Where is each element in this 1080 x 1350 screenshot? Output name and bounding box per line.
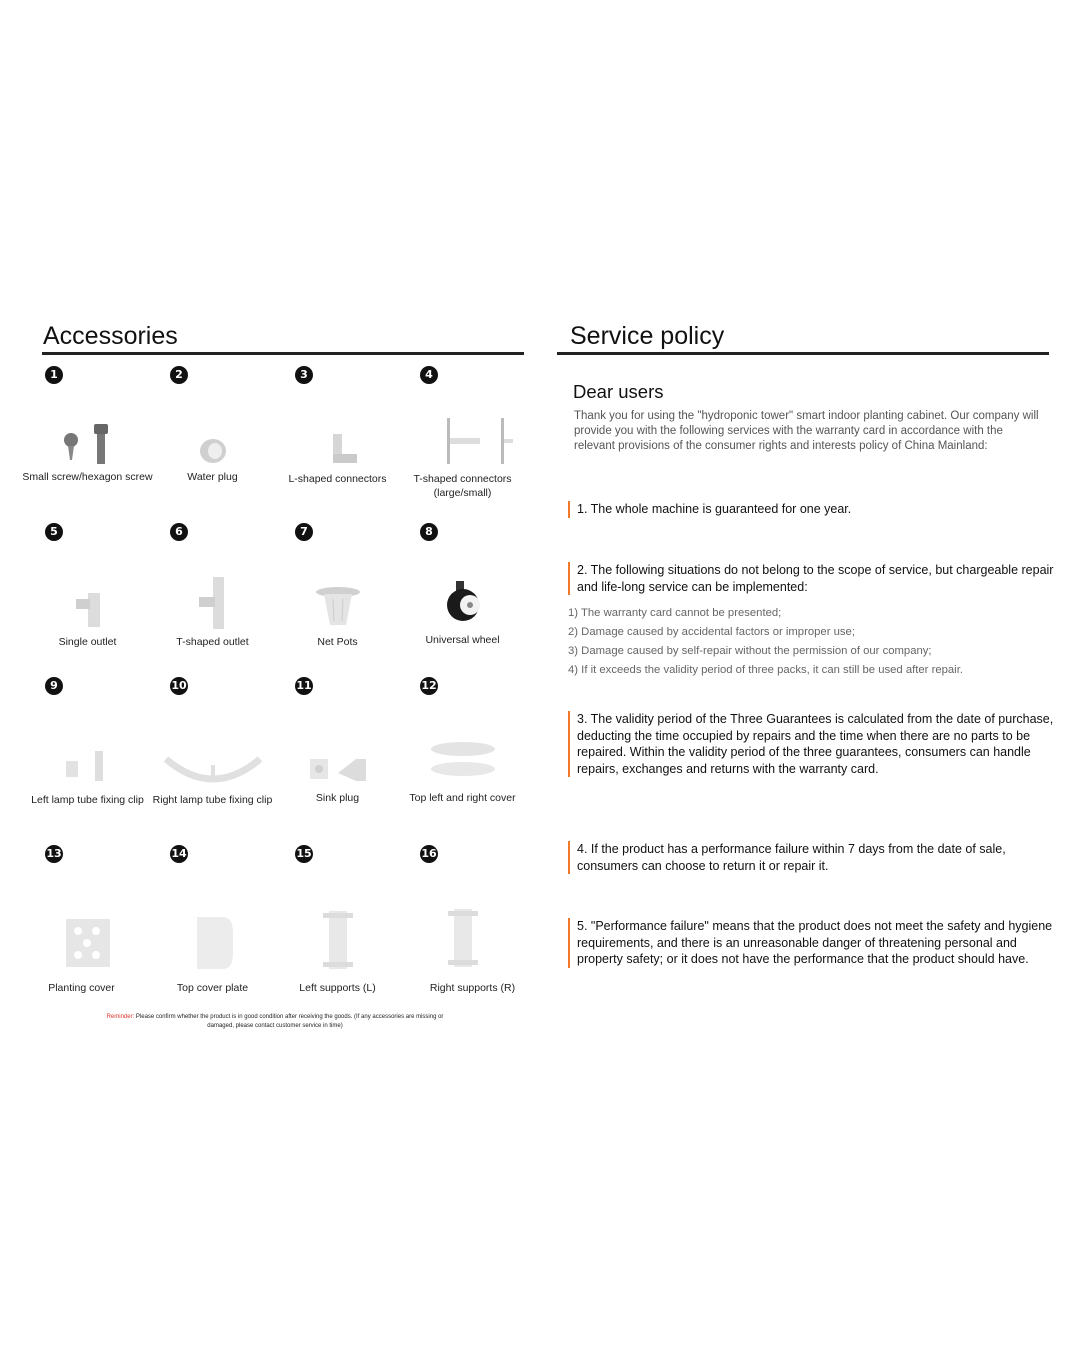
reminder-text: Please confirm whether the product is in good condition after receiving the goods. (If any accessories are missing or damaged, please contact customer service in time)	[135, 1014, 444, 1029]
reminder-key: Reminder:	[106, 1014, 135, 1020]
accessory-label: Water plug	[187, 471, 238, 483]
accessory-item	[400, 519, 525, 679]
accessory-item	[275, 673, 400, 833]
policy-item-5: 5. "Performance failure" means that the product does not meet the safety and hygiene requirements, and there is an unreasonable danger of threatening personal and property safety; or it does not have the performance that the product should have.	[568, 918, 1055, 968]
accessories-rule	[42, 352, 524, 355]
accessory-item	[150, 841, 275, 1001]
item-number: 5	[45, 523, 63, 541]
policy-item-2: 2. The following situations do not belong to the scope of service, but chargeable repair and life-long service can be implemented:	[568, 562, 1055, 595]
accessories-title: Accessories	[43, 322, 178, 350]
accessory-item	[25, 673, 150, 833]
item-number: 8	[420, 523, 438, 541]
accessory-label: T-shaped outlet	[176, 636, 249, 648]
accessory-item	[400, 673, 525, 833]
accessory-label: Left lamp tube fixing clip	[31, 794, 144, 806]
accessory-label: Universal wheel	[425, 634, 500, 646]
accessory-item	[400, 362, 525, 522]
item-number: 16	[420, 845, 438, 863]
accessory-item	[400, 841, 525, 1001]
right-support-icon	[400, 905, 525, 975]
sink-plug-icon	[275, 753, 400, 823]
accessory-item	[150, 673, 275, 833]
service-rule	[557, 352, 1049, 355]
accessory-label: Net Pots	[317, 636, 358, 648]
item-number: 12	[420, 677, 438, 695]
greeting: Dear users	[573, 381, 664, 402]
accessory-label: Single outlet	[58, 636, 117, 648]
accessory-label: Right lamp tube fixing clip	[152, 794, 273, 806]
item-number: 14	[170, 845, 188, 863]
item-number: 4	[420, 366, 438, 384]
accessory-item	[25, 841, 150, 1001]
item-number: 6	[170, 523, 188, 541]
list-item: 4) If it exceeds the validity period of three packs, it can still be used after repair.	[568, 664, 963, 676]
list-item: 1) The warranty card cannot be presented;	[568, 607, 782, 619]
accessory-item	[22, 362, 153, 522]
item-number: 9	[45, 677, 63, 695]
accessory-label: Left supports (L)	[299, 982, 376, 994]
item-number: 2	[170, 366, 188, 384]
accessory-item	[150, 519, 275, 679]
accessory-label: Right supports (R)	[429, 982, 516, 994]
planting-cover-icon	[25, 913, 150, 983]
accessory-item	[275, 519, 400, 679]
policy-item-2-list	[568, 604, 1048, 680]
accessory-item	[150, 362, 275, 522]
accessory-label: T-shaped connectors (large/small)	[413, 473, 512, 499]
accessory-item	[275, 841, 400, 1001]
reminder-note	[95, 1013, 455, 1031]
accessory-item	[25, 519, 150, 679]
policy-item-3: 3. The validity period of the Three Guarantees is calculated from the date of purchase, deducting the time occupied by repairs and the time when there are no parts to be repaired. Within the validity period of the three guarantees, consumers can handle repairs, exchanges and returns with the warranty card.	[568, 711, 1055, 777]
accessory-label: Sink plug	[315, 792, 360, 804]
policy-item-4: 4. If the product has a performance failure within 7 days from the date of sale, consumers can choose to return it or repair it.	[568, 841, 1055, 874]
intro-paragraph: Thank you for using the "hydroponic tower" smart indoor planting cabinet. Our company will provide you with the following services with the warranty card in accordance with the relevant provisions of the consumer rights and interests policy of China Mainland:	[574, 410, 1039, 452]
item-number: 13	[45, 845, 63, 863]
policy-item-1: 1. The whole machine is guaranteed for one year.	[568, 501, 1055, 518]
accessory-label: Top cover plate	[176, 982, 249, 994]
l-connector-icon	[275, 432, 400, 502]
item-number: 15	[295, 845, 313, 863]
item-number: 7	[295, 523, 313, 541]
accessories-grid	[22, 362, 525, 1012]
accessory-label: L-shaped connectors	[288, 473, 387, 485]
item-number: 10	[170, 677, 188, 695]
list-item: 2) Damage caused by accidental factors or improper use;	[568, 626, 855, 638]
list-item: 3) Damage caused by self-repair without the permission of our company;	[568, 645, 932, 657]
service-title: Service policy	[570, 322, 725, 350]
item-number: 11	[295, 677, 313, 695]
item-number: 1	[45, 366, 63, 384]
accessory-label: Top left and right cover	[409, 792, 516, 804]
left-support-icon	[275, 907, 400, 977]
right-clip-icon	[150, 751, 275, 821]
top-plate-icon	[150, 913, 275, 983]
accessory-label: Planting cover	[48, 982, 115, 994]
accessory-label: Small screw/hexagon screw	[22, 471, 153, 483]
accessory-item	[275, 362, 400, 522]
item-number: 3	[295, 366, 313, 384]
